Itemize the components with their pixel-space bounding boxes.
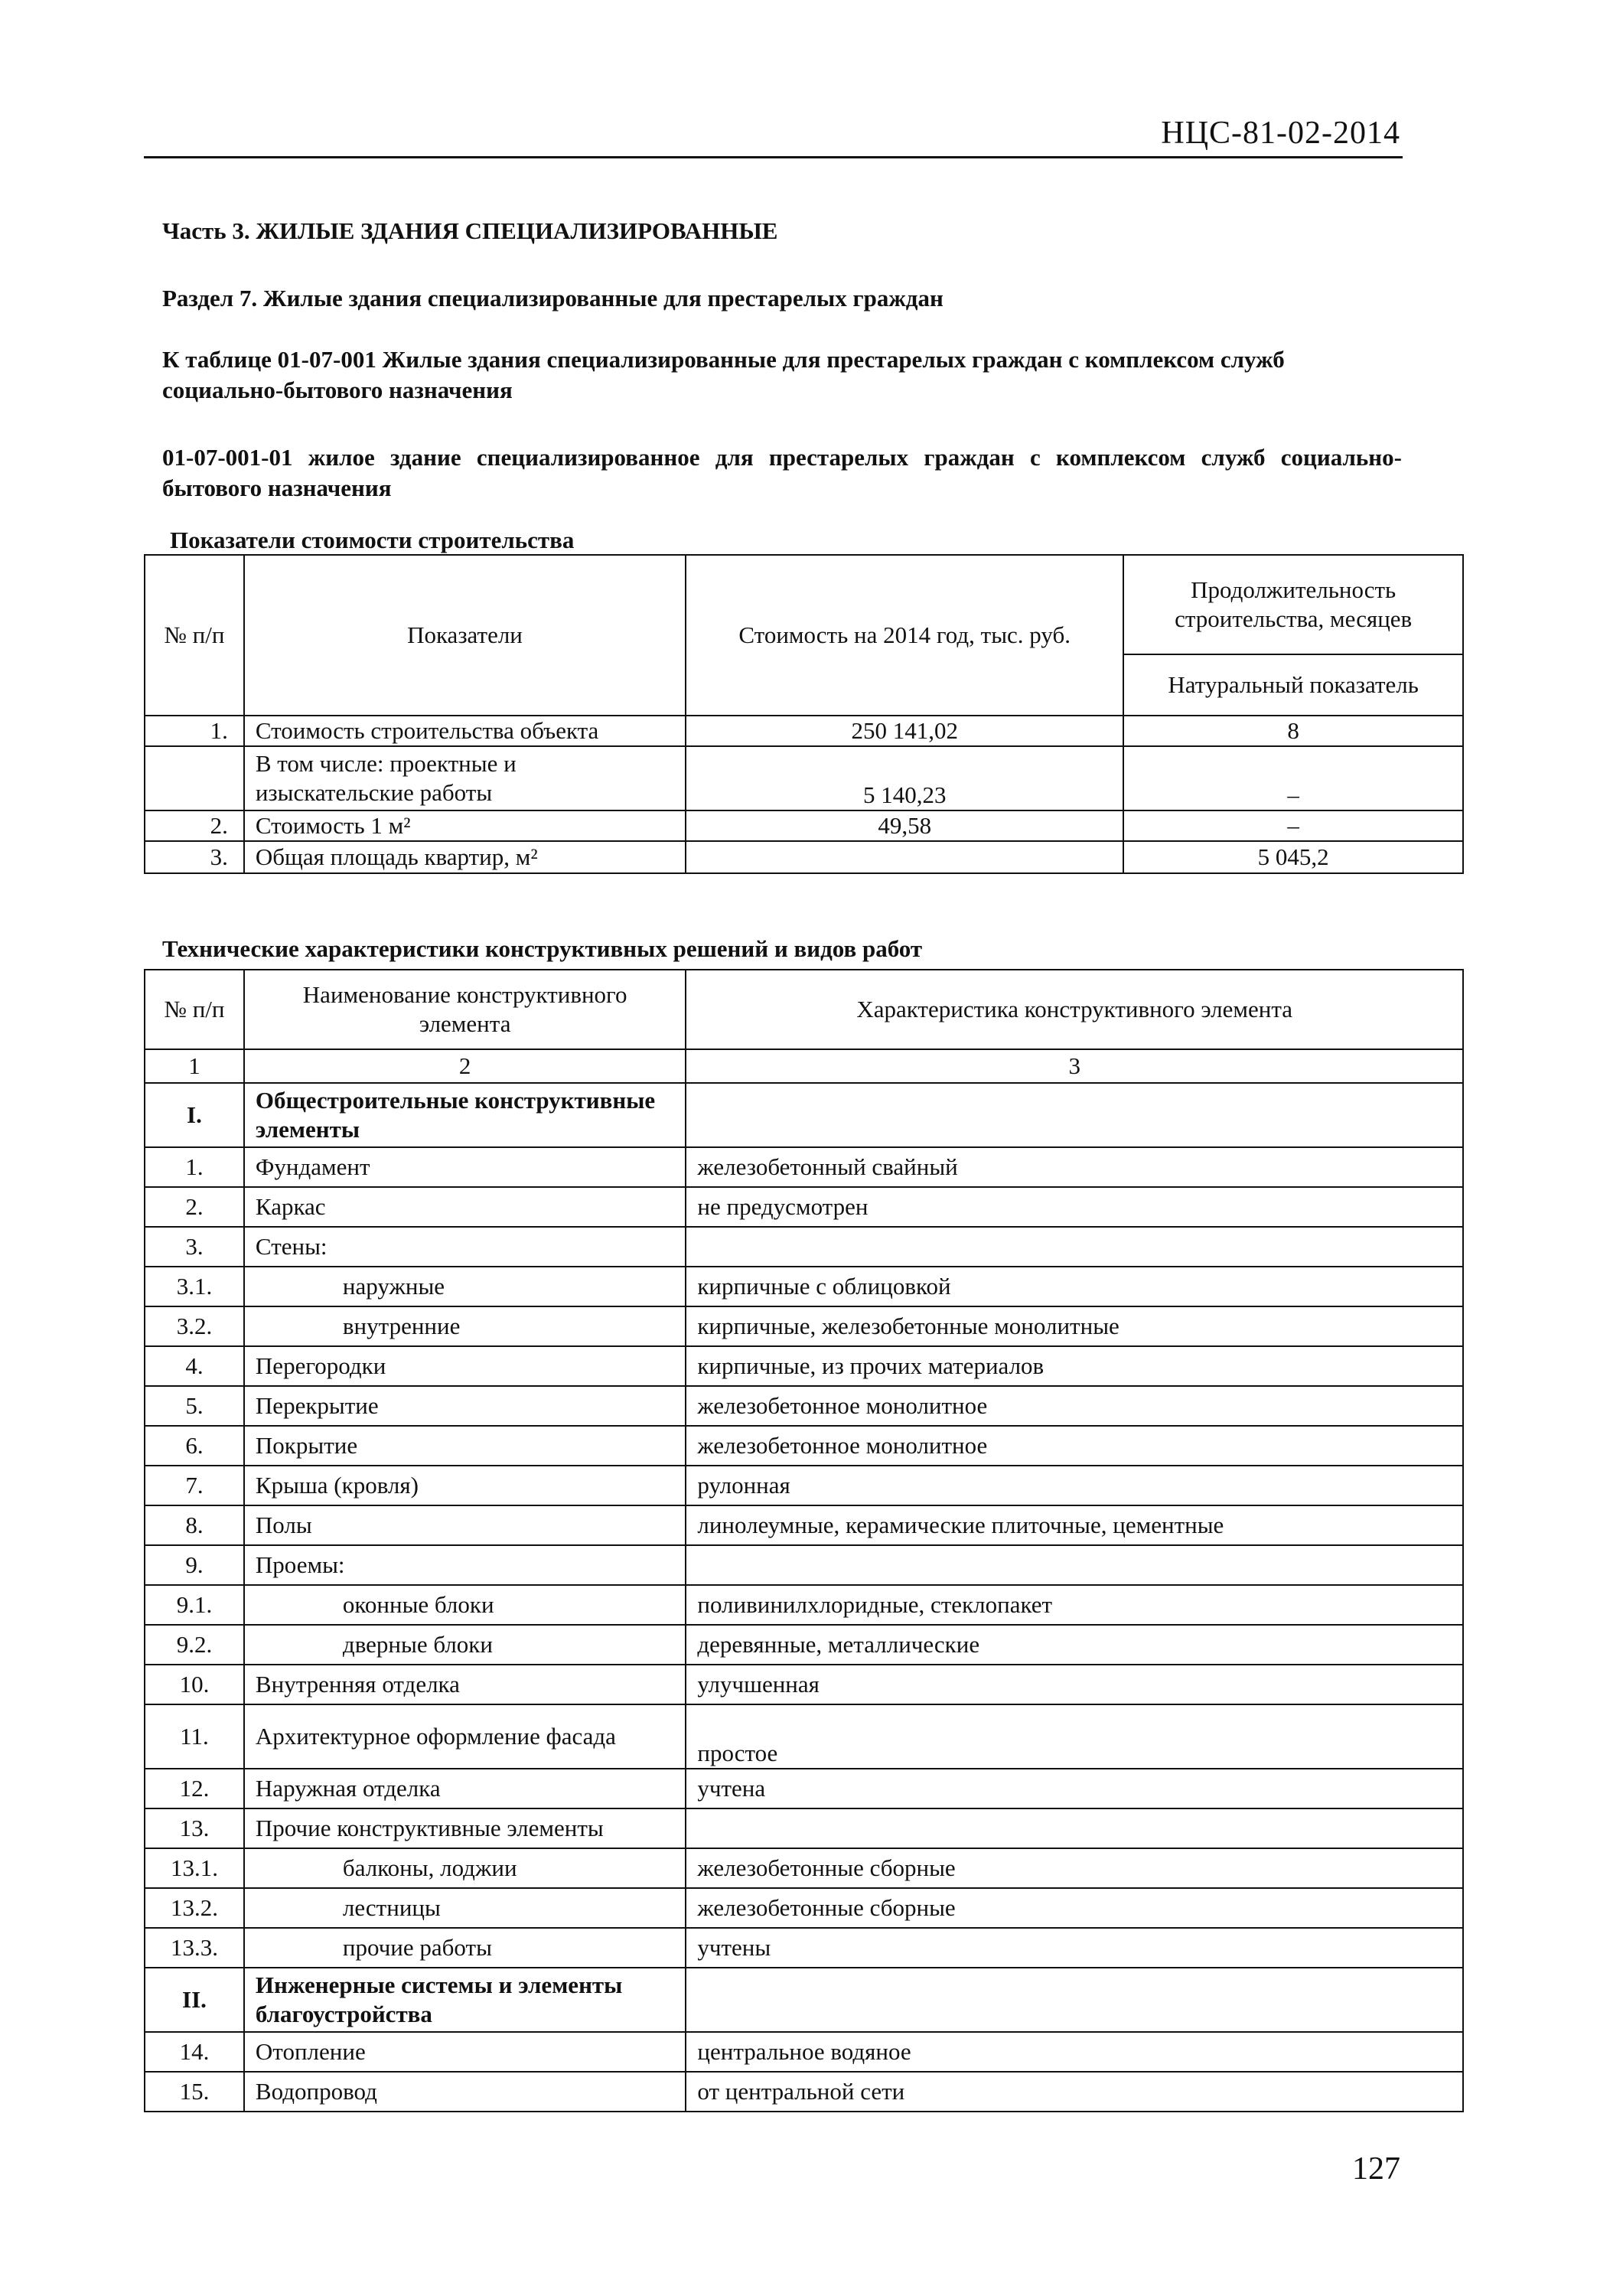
header-natural: Натуральный показатель [1123, 654, 1463, 716]
row-num: 13.1. [145, 1848, 244, 1888]
table-row [145, 1848, 1463, 1888]
table-row [145, 1187, 1463, 1227]
row-num: 3.2. [145, 1306, 244, 1346]
row-characteristic: учтена [686, 1769, 1463, 1808]
table-row [145, 1267, 1463, 1306]
row-name: Проемы: [244, 1545, 686, 1585]
row-name: Отопление [244, 2032, 686, 2072]
table-row [145, 1625, 1463, 1665]
cost-table-title: Показатели стоимости строительства [170, 527, 575, 553]
row-name: Крыша (кровля) [244, 1466, 686, 1505]
header-name: Наименование конструктивного элемента [244, 970, 686, 1049]
row-name: прочие работы [244, 1928, 686, 1968]
row-name: Водопровод [244, 2072, 686, 2112]
row-num [145, 746, 244, 810]
row-cost: 49,58 [686, 810, 1123, 841]
column-index-3: 3 [686, 1049, 1463, 1083]
row-name: Прочие конструктивные элементы [244, 1808, 686, 1848]
table-row [145, 1466, 1463, 1505]
table-row [145, 1386, 1463, 1426]
table-row [145, 1928, 1463, 1968]
row-characteristic: кирпичные, из прочих материалов [686, 1346, 1463, 1386]
table-row [145, 841, 1463, 873]
row-characteristic: от центральной сети [686, 2072, 1463, 2112]
row-num: 9.2. [145, 1625, 244, 1665]
column-index-1: 1 [145, 1049, 244, 1083]
column-index-2: 2 [244, 1049, 686, 1083]
row-num: 3. [145, 1227, 244, 1267]
table-row [145, 2072, 1463, 2112]
table-reference-title: К таблице 01-07-001 Жилые здания специализированные для престарелых граждан с комплексом служб социально-бытового назначения [162, 346, 1285, 403]
page-number: 127 [1352, 2151, 1400, 2187]
column-index-row [145, 1049, 1463, 1083]
row-name: наружные [244, 1267, 686, 1306]
row-characteristic: деревянные, металлические [686, 1625, 1463, 1665]
row-name: лестницы [244, 1888, 686, 1928]
row-label: Стоимость строительства объекта [244, 716, 686, 746]
table-row [145, 1426, 1463, 1466]
row-value: 8 [1123, 716, 1463, 746]
row-name: Стены: [244, 1227, 686, 1267]
row-num: 10. [145, 1665, 244, 1704]
row-characteristic: простое [686, 1704, 1463, 1769]
row-characteristic [686, 1083, 1463, 1147]
row-name: Каркас [244, 1187, 686, 1227]
row-cost: 250 141,02 [686, 716, 1123, 746]
row-characteristic: центральное водяное [686, 2032, 1463, 2072]
row-characteristic: кирпичные с облицовкой [686, 1267, 1463, 1306]
row-num: 13.2. [145, 1888, 244, 1928]
table-row [145, 716, 1463, 746]
header-characteristic: Характеристика конструктивного элемента [686, 970, 1463, 1049]
table-row [145, 1227, 1463, 1267]
cost-table [144, 554, 1464, 874]
part-title: Часть 3. ЖИЛЫЕ ЗДАНИЯ СПЕЦИАЛИЗИРОВАННЫЕ [162, 217, 778, 244]
row-characteristic [686, 1808, 1463, 1848]
row-name: Архитектурное оформление фасада [244, 1704, 686, 1769]
row-num: 13. [145, 1808, 244, 1848]
row-characteristic [686, 1545, 1463, 1585]
row-characteristic: железобетонное монолитное [686, 1426, 1463, 1466]
row-num: 2. [145, 810, 244, 841]
section-row [145, 1083, 1463, 1147]
header-rule [144, 156, 1403, 158]
row-characteristic: кирпичные, железобетонные монолитные [686, 1306, 1463, 1346]
row-characteristic [686, 1227, 1463, 1267]
row-num: 14. [145, 2032, 244, 2072]
section-title: Раздел 7. Жилые здания специализированные для престарелых граждан [162, 285, 943, 311]
header-num: № п/п [145, 555, 244, 716]
row-num: 11. [145, 1704, 244, 1769]
row-num: 5. [145, 1386, 244, 1426]
row-characteristic: железобетонные сборные [686, 1888, 1463, 1928]
row-characteristic: улучшенная [686, 1665, 1463, 1704]
row-label: Стоимость 1 м² [244, 810, 686, 841]
header-duration: Продолжительность строительства, месяцев [1123, 555, 1463, 654]
row-name: внутренние [244, 1306, 686, 1346]
row-num: 4. [145, 1346, 244, 1386]
row-characteristic: железобетонные сборные [686, 1848, 1463, 1888]
tech-table-header-row [145, 970, 1463, 1049]
tech-table-title: Технические характеристики конструктивных решений и видов работ [162, 935, 923, 962]
table-row [145, 1808, 1463, 1848]
tech-table [144, 969, 1464, 2112]
row-num: 3. [145, 841, 244, 873]
table-row [145, 1306, 1463, 1346]
row-num: 3.1. [145, 1267, 244, 1306]
table-row [145, 1665, 1463, 1704]
row-name: балконы, лоджии [244, 1848, 686, 1888]
row-num: 15. [145, 2072, 244, 2112]
table-row [145, 1545, 1463, 1585]
row-name: Перегородки [244, 1346, 686, 1386]
row-name: Фундамент [244, 1147, 686, 1187]
row-name: Покрытие [244, 1426, 686, 1466]
row-characteristic: учтены [686, 1928, 1463, 1968]
row-characteristic [686, 1968, 1463, 2032]
table-row [145, 1888, 1463, 1928]
row-num: 9. [145, 1545, 244, 1585]
row-name: оконные блоки [244, 1585, 686, 1625]
row-label: В том числе: проектные и изыскательские работы [244, 746, 686, 810]
row-num: 8. [145, 1505, 244, 1545]
cost-table-header-row [145, 555, 1463, 654]
table-row [145, 810, 1463, 841]
header-indicator: Показатели [244, 555, 686, 716]
row-name: Инженерные системы и элементы благоустройства [244, 1968, 686, 2032]
table-row [145, 1346, 1463, 1386]
document-code: НЦС-81-02-2014 [1161, 116, 1400, 151]
row-num: 6. [145, 1426, 244, 1466]
item-title: 01-07-001-01 жилое здание специализированное для престарелых граждан с комплексом служб социально-бытового назначения [162, 444, 1402, 501]
row-name: Общестроительные конструктивные элементы [244, 1083, 686, 1147]
row-value: – [1123, 810, 1463, 841]
row-name: Внутренняя отделка [244, 1665, 686, 1704]
row-cost [686, 841, 1123, 873]
row-value: – [1123, 746, 1463, 810]
row-num: 13.3. [145, 1928, 244, 1968]
table-row [145, 1704, 1463, 1769]
row-characteristic: не предусмотрен [686, 1187, 1463, 1227]
table-row [145, 2032, 1463, 2072]
table-row [145, 1505, 1463, 1545]
row-num: 2. [145, 1187, 244, 1227]
row-name: Перекрытие [244, 1386, 686, 1426]
header-cost: Стоимость на 2014 год, тыс. руб. [686, 555, 1123, 716]
row-num: 12. [145, 1769, 244, 1808]
row-characteristic: железобетонное монолитное [686, 1386, 1463, 1426]
row-num: 9.1. [145, 1585, 244, 1625]
row-characteristic: поливинилхлоридные, стеклопакет [686, 1585, 1463, 1625]
table-row [145, 1585, 1463, 1625]
row-name: дверные блоки [244, 1625, 686, 1665]
row-name: Наружная отделка [244, 1769, 686, 1808]
row-label: Общая площадь квартир, м² [244, 841, 686, 873]
row-value: 5 045,2 [1123, 841, 1463, 873]
section-row [145, 1968, 1463, 2032]
row-characteristic: железобетонный свайный [686, 1147, 1463, 1187]
row-num: 1. [145, 1147, 244, 1187]
row-num: 1. [145, 716, 244, 746]
row-name: Полы [244, 1505, 686, 1545]
table-row [145, 746, 1463, 810]
header-num: № п/п [145, 970, 244, 1049]
table-row [145, 1147, 1463, 1187]
row-characteristic: линолеумные, керамические плиточные, цементные [686, 1505, 1463, 1545]
row-num: II. [145, 1968, 244, 2032]
row-num: I. [145, 1083, 244, 1147]
row-characteristic: рулонная [686, 1466, 1463, 1505]
row-num: 7. [145, 1466, 244, 1505]
row-cost: 5 140,23 [686, 746, 1123, 810]
table-row [145, 1769, 1463, 1808]
